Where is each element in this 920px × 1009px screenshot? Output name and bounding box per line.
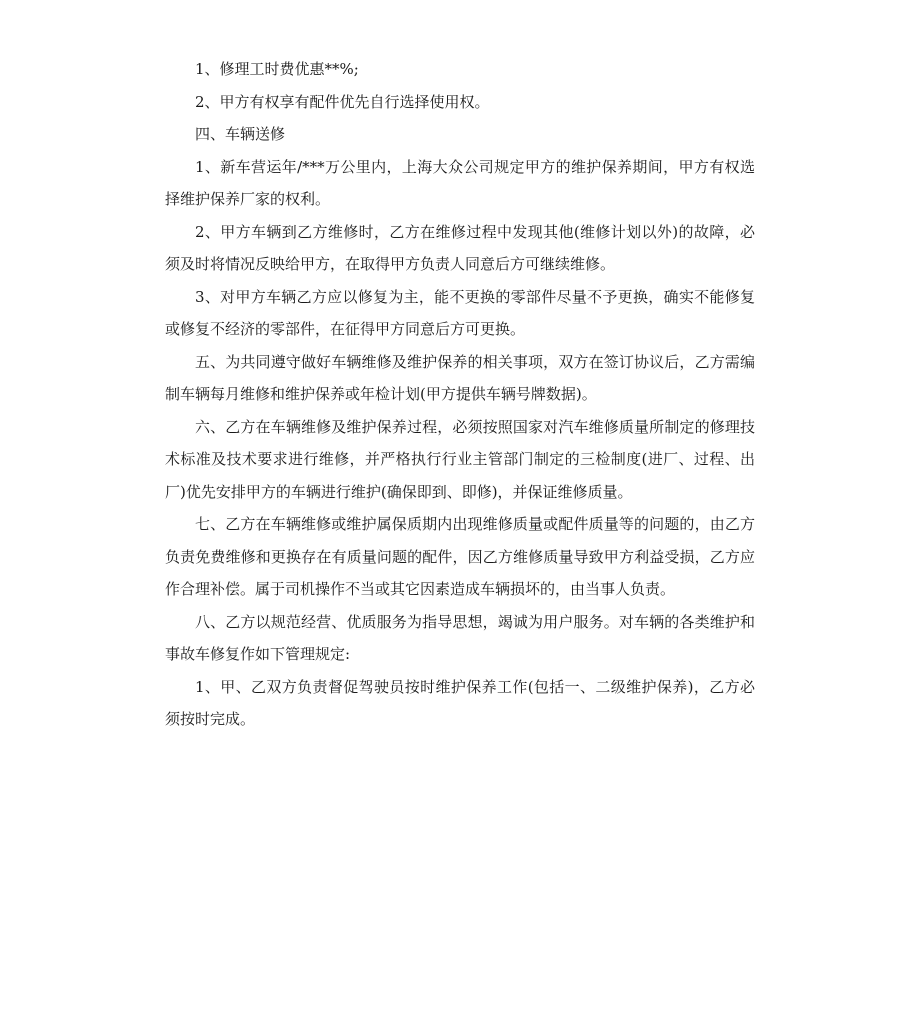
paragraph-section-five: 五、为共同遵守做好车辆维修及维护保养的相关事项，双方在签订协议后，乙方需编制车辆每月维修和维护保养或年检计划(甲方提供车辆号牌数据)。: [165, 352, 755, 403]
paragraph-labor-discount: 1、修理工时费优惠**%;: [195, 60, 359, 78]
paragraph-fault-report: 2、甲方车辆到乙方维修时，乙方在维修过程中发现其他(维修计划以外)的故障，必须及时将情况反映给甲方，在取得甲方负责人同意后方可继续维修。: [165, 222, 755, 273]
paragraph-driver-maintenance: 1、甲、乙双方负责督促驾驶员按时维护保养工作(包括一、二级维护保养)，乙方必须按时完成。: [165, 677, 755, 728]
paragraph-section-six: 六、乙方在车辆维修及维护保养过程，必须按照国家对汽车维修质量所制定的修理技术标准及技术要求进行维修，并严格执行行业主管部门制定的三检制度(进厂、过程、出厂)优先安排甲方的车辆进行维护(确保即到、即修)，并保证维修质量。: [165, 417, 755, 501]
paragraph-parts-choice: 2、甲方有权享有配件优先自行选择使用权。: [195, 92, 490, 111]
paragraph-section-seven: 七、乙方在车辆维修或维护属保质期内出现维修质量或配件质量等的问题的，由乙方负责免费维修和更换存在有质量问题的配件，因乙方维修质量导致甲方利益受损，乙方应作合理补偿。属于司机操作不当或其它因素造成车辆损坏的，由当事人负责。: [165, 515, 755, 598]
section-heading-vehicle-repair: 四、车辆送修: [195, 125, 286, 143]
paragraph-maintenance-period: 1、新车营运年/***万公里内，上海大众公司规定甲方的维护保养期间，甲方有权选择维护保养厂家的权利。: [165, 157, 755, 208]
paragraph-section-eight: 八、乙方以规范经营、优质服务为指导思想，竭诚为用户服务。对车辆的各类维护和事故车修复作如下管理规定:: [165, 612, 755, 663]
document-page: [165, 53, 755, 736]
paragraph-repair-first: 3、对甲方车辆乙方应以修复为主，能不更换的零部件尽量不予更换，确实不能修复或修复不经济的零部件，在征得甲方同意后方可更换。: [165, 287, 755, 338]
